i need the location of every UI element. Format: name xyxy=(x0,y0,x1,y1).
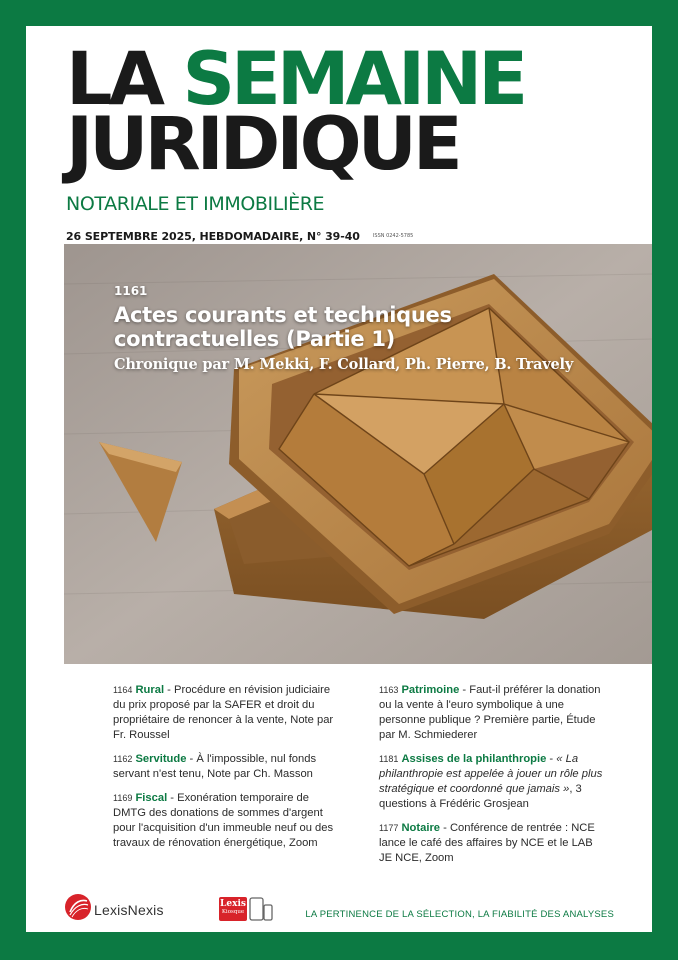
toc-item[interactable] xyxy=(379,752,607,812)
toc-item-number: 1162 xyxy=(113,754,133,764)
toc-item-text: - Faut-il préférer la donation ou la vente à l'euro symbolique à une personne publique ? Première partie, Étude par M. Schmiederer xyxy=(379,684,601,741)
phone-icon xyxy=(264,905,272,920)
toc-item-text-before: - xyxy=(546,753,557,765)
publisher-name: LexisNexis xyxy=(94,902,164,918)
toc-item[interactable] xyxy=(113,791,341,851)
toc-right-column xyxy=(379,683,607,875)
toc-item-text: - À l'impossible, nul fonds servant n'est tenu, Note par Ch. Masson xyxy=(113,753,317,780)
toc-item-number: 1163 xyxy=(379,685,399,695)
tablet-icon xyxy=(250,898,263,920)
cover-story-number: 1161 xyxy=(114,284,148,298)
cover-title-line-1: Actes courants et techniques xyxy=(114,303,452,327)
toc-item[interactable] xyxy=(113,683,341,743)
lexis-kiosque-badge[interactable] xyxy=(219,897,247,921)
masthead-semaine: SEMAINE xyxy=(182,37,525,122)
toc-item-quote: « La philanthropie est appelée à jouer un rôle plus stratégique et coordonné que jamais » xyxy=(379,753,603,795)
toc-item-text-after: , 3 questions à Frédéric Grosjean xyxy=(379,783,582,810)
cover-story-title xyxy=(114,303,573,351)
lexisnexis-logo-icon xyxy=(63,892,93,922)
toc-item-topic: Patrimoine xyxy=(401,684,460,696)
toc-item[interactable] xyxy=(379,683,607,743)
footer-tagline: LA PERTINENCE DE LA SÉLECTION, LA FIABILITÉ DES ANALYSES xyxy=(305,909,614,920)
toc-item-topic: Assises de la philanthropie xyxy=(401,753,547,765)
issn: ISSN 0242-5785 xyxy=(372,232,414,239)
toc-item-topic: Rural xyxy=(135,684,165,696)
toc-item-topic: Fiscal xyxy=(135,792,168,804)
cover-story-byline: Chronique par M. Mekki, F. Collard, Ph. Pierre, B. Travely xyxy=(114,356,574,373)
toc-item-text: - Exonération temporaire de DMTG des donations de sommes d'argent pour l'acquisition d'un immeuble neuf ou des travaux de rénovation énergétique, Zoom xyxy=(113,792,334,849)
issue-date: 26 SEPTEMBRE 2025, HEBDOMADAIRE, N° 39-40 xyxy=(66,230,360,243)
toc-item-number: 1169 xyxy=(113,793,133,803)
cover-title-line-2: contractuelles (Partie 1) xyxy=(114,327,395,351)
toc-item-number: 1164 xyxy=(113,685,133,695)
issue-info xyxy=(66,225,413,244)
toc-left-column xyxy=(113,683,341,860)
toc-item-topic: Servitude xyxy=(135,753,187,765)
toc-item-number: 1177 xyxy=(379,823,399,833)
toc-item-text: - Conférence de rentrée : NCE lance le café des affaires by NCE et le LAB JE NCE, Zoom xyxy=(379,822,595,864)
cover-story xyxy=(114,284,573,373)
toc-item-text: - Procédure en révision judiciaire du prix proposé par la SAFER et droit du propriétaire de renoncer à la vente, Note par Fr. Roussel xyxy=(113,684,334,741)
kiosque-line-2: Kiosque xyxy=(221,909,245,915)
masthead-juridique: JURIDIQUE xyxy=(66,102,459,187)
masthead-la: LA xyxy=(66,37,162,122)
device-icons xyxy=(249,897,273,921)
magazine-cover xyxy=(26,26,652,932)
cover-image xyxy=(64,244,652,664)
kiosque-line-1: Lexis xyxy=(220,899,246,909)
toc-item[interactable] xyxy=(113,752,341,782)
toc-item[interactable] xyxy=(379,821,607,866)
toc-item-number: 1181 xyxy=(379,754,399,764)
publication-subtitle: NOTARIALE ET IMMOBILIÈRE xyxy=(66,193,325,215)
toc-item-topic: Notaire xyxy=(401,822,441,834)
